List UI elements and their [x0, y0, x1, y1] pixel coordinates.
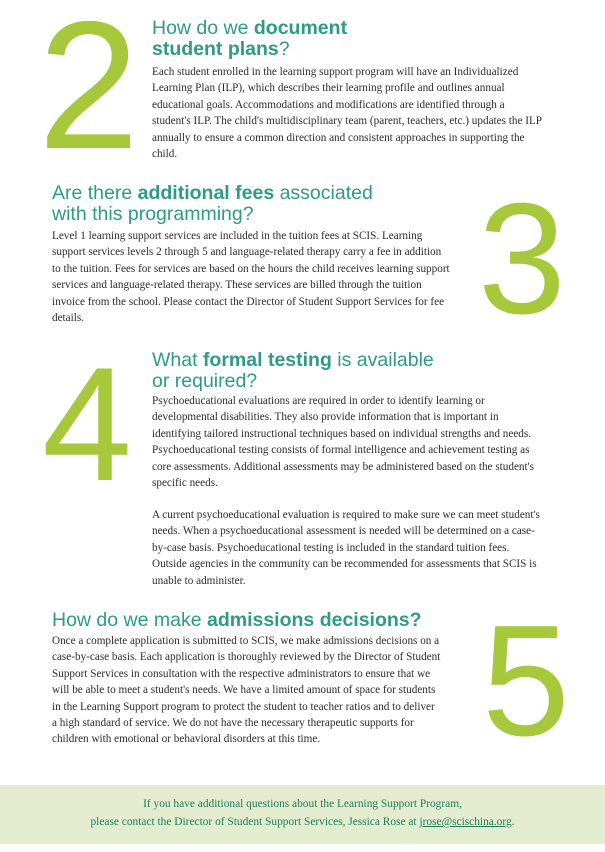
section-2-heading: How do we document student plans?	[152, 17, 348, 60]
section-number-3: 3	[478, 171, 566, 347]
footer-line-2	[0, 816, 605, 828]
footer-line-1: If you have additional questions about the Learning Support Program,	[143, 798, 462, 810]
section-2-paragraph: Each student enrolled in the learning support program will have an Individualized Learning Plan (ILP), which describes their learning profile and outlines annual educational goals. Accommodations and modifications are identified through a student's ILP. The child's multidisciplinary team (parent, teachers, etc.) updates the ILP annually to ensure a common direction and consistent approaches in supporting the child.	[152, 66, 542, 161]
contact-email-link[interactable]: jrose@scischina.org	[419, 816, 512, 828]
footer-period: .	[511, 816, 515, 828]
section-5-paragraph: Once a complete application is submitted to SCIS, we make admissions decisions on a case-by-case basis. Each application is thoroughly reviewed by the Director of Student Support Services in consultation with the respective administrators to ensure that we will be able to meet a student's needs. We have a limited amount of space for students in the Learning Support program to protect the student to teacher ratios and to deliver a high standard of service. We do not have the necessary therapeutic supports for children with emotional or behavioral disorders at this time.	[52, 635, 441, 746]
section-5-heading: How do we make admissions decisions?	[52, 609, 422, 631]
contact-footer	[0, 785, 605, 844]
section-4-paragraph-1: Psychoeducational evaluations are required in order to identify learning or developmental disabilities. They also provide information that is important in identifying tailored instructional techniques based on individual strengths and needs. Psychoeducational testing consists of formal intelligence and achievement testing as core assessments. Additional assessments may be administered based on the student's specific needs.	[152, 395, 535, 490]
footer-contact-text: please contact the Director of Student Support Services, Jessica Rose at	[90, 816, 420, 828]
section-4-heading: What formal testing is available or required?	[152, 349, 434, 392]
section-number-5: 5	[482, 593, 570, 769]
section-3-heading: Are there additional fees associated with this programming?	[52, 182, 373, 225]
section-number-4: 4	[42, 334, 133, 515]
section-number-2: 2	[38, 0, 136, 187]
section-3-paragraph: Level 1 learning support services are included in the tuition fees at SCIS. Learning support services levels 2 through 5 and language-related therapy carry a fee in addition to the tuition. Fees for services are based on the hours the child receives learning support services and language-related therapy. These services are billed through the tuition invoice from the school. Please contact the Director of Student Support Services for fee details.	[52, 230, 450, 325]
section-4-paragraph-2: A current psychoeducational evaluation is required to make sure we can meet student's needs. When a psychoeducational assessment is needed will be determined on a case-by-case basis. Psychoeducational testing is included in the standard tuition fees. Outside agencies in the community can be recommended for assessments that SCIS is unable to administer.	[152, 509, 540, 587]
